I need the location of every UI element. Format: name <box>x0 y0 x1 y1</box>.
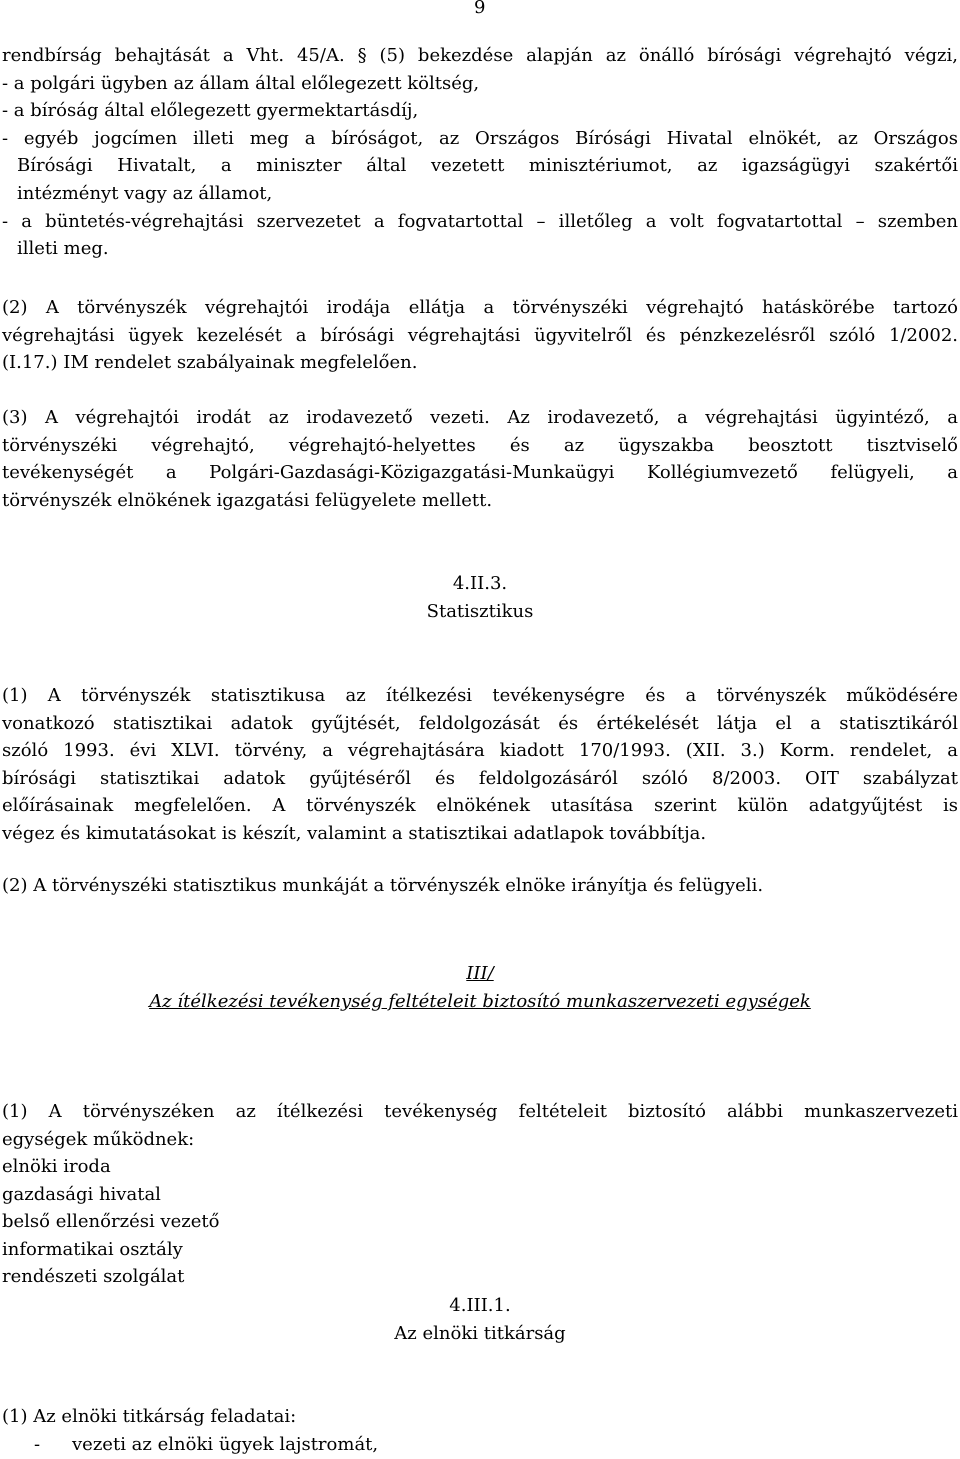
text-line: szóló 1993. évi XLVI. törvény, a végrehajtására kiadott 170/1993. (XII. 3.) Korm. rendelet, a <box>2 740 958 762</box>
paragraph-enforcement-office <box>2 294 958 377</box>
list-item: informatikai osztály <box>2 1238 183 1260</box>
text-line: (1) A törvényszék statisztikusa az ítélkezési tevékenységre és a törvényszék működésére <box>2 685 958 706</box>
secretariat-duties-list <box>34 1431 378 1459</box>
text-line: (2) A törvényszék végrehajtói irodája ellátja a törvényszéki végrehajtó hatáskörébe tartozó <box>2 297 958 318</box>
text-line: végrehajtási ügyek kezelését a bírósági végrehajtási ügyvitelről és pénzkezelésről szóló 1/2002. <box>2 324 958 346</box>
section-title-secretariat: Az elnöki titkárság <box>394 1323 566 1344</box>
text-line: intézményt vagy az államot, <box>17 182 273 204</box>
list-item: elnöki iroda <box>2 1156 111 1177</box>
list-item: belső ellenőrzési vezető <box>2 1211 220 1233</box>
bullet: - <box>34 1434 41 1455</box>
text-line: (I.17.) IM rendelet szabályainak megfelelően. <box>2 352 418 374</box>
list-item: gazdasági hivatal <box>2 1183 161 1205</box>
text-line: végez és kimutatásokat is készít, valamint a statisztikai adatlapok továbbítja. <box>2 822 707 844</box>
section-title-units: Az ítélkezési tevékenység feltételeit biztosító munkaszervezeti egységek <box>149 991 811 1012</box>
text-line: - a büntetés-végrehajtási szervezetet a fogvatartottal – illetőleg a volt fogvatartottal – szemben <box>2 210 958 232</box>
text-line: egységek működnek: <box>2 1128 195 1150</box>
text-line: vonatkozó statisztikai adatok gyűjtését, feldolgozását és értékelését látja el a statisztikáról <box>2 712 958 734</box>
text-line: törvényszék elnökének igazgatási felügyelete mellett. <box>2 489 493 511</box>
text-line: tevékenységét a Polgári-Gazdasági-Közigazgatási-Munkaügyi Kollégiumvezető felügyeli, a <box>2 462 958 484</box>
paragraph-statistician-duties <box>2 682 958 848</box>
text-line: rendbírság behajtását a Vht. 45/A. § (5) bekezdése alapján az önálló bírósági végrehajtó végzi, <box>2 45 958 66</box>
enforcement-cases-list <box>2 42 958 263</box>
section-number-4-iii-1: 4.III.1. <box>449 1295 511 1316</box>
paragraph-statistician-supervision: (2) A törvényszéki statisztikus munkáját a törvényszék elnöke irányítja és felügyeli. <box>2 875 764 896</box>
paragraph-office-head <box>2 404 958 514</box>
list-item: rendészeti szolgálat <box>2 1266 185 1288</box>
list-item <box>34 1431 378 1459</box>
text-line: - a polgári ügyben az állam által előlegezett költség, <box>2 72 480 94</box>
text-line: bírósági statisztikai adatok gyűjtéséről és feldolgozásáról szóló 8/2003. OIT szabályzat <box>2 767 958 789</box>
text-line: Bírósági Hivatalt, a miniszter által vezetett minisztériumot, az igazságügyi szakértői <box>17 155 958 177</box>
units-list <box>2 1153 219 1291</box>
text-line: (3) A végrehajtói irodát az irodavezető vezeti. Az irodavezető, a végrehajtási ügyintéző, a <box>2 407 958 428</box>
text-line: illeti meg. <box>17 238 109 260</box>
section-title-statistician: Statisztikus <box>426 601 534 622</box>
paragraph-units-intro <box>2 1098 958 1153</box>
paragraph-secretariat-duties: (1) Az elnöki titkárság feladatai: <box>2 1406 297 1427</box>
text-line: - a bíróság által előlegezett gyermektartásdíj, <box>2 100 419 122</box>
text-line: (1) A törvényszéken az ítélkezési tevékenység feltételeit biztosító alábbi munkaszervezeti <box>2 1101 958 1122</box>
section-number-4-ii-3: 4.II.3. <box>452 573 508 594</box>
section-number-iii: III/ <box>466 963 494 984</box>
text-line: - egyéb jogcímen illeti meg a bíróságot, az Országos Bírósági Hivatal elnökét, az Országos <box>2 127 958 149</box>
text-line: előírásainak megfelelően. A törvényszék elnökének utasítása szerint külön adatgyűjtést is <box>2 795 958 817</box>
text-line: törvényszéki végrehajtó, végrehajtó-helyettes és az ügyszakba beosztott tisztviselő <box>2 434 958 456</box>
list-item-text: vezeti az elnöki ügyek lajstromát, <box>72 1434 379 1455</box>
